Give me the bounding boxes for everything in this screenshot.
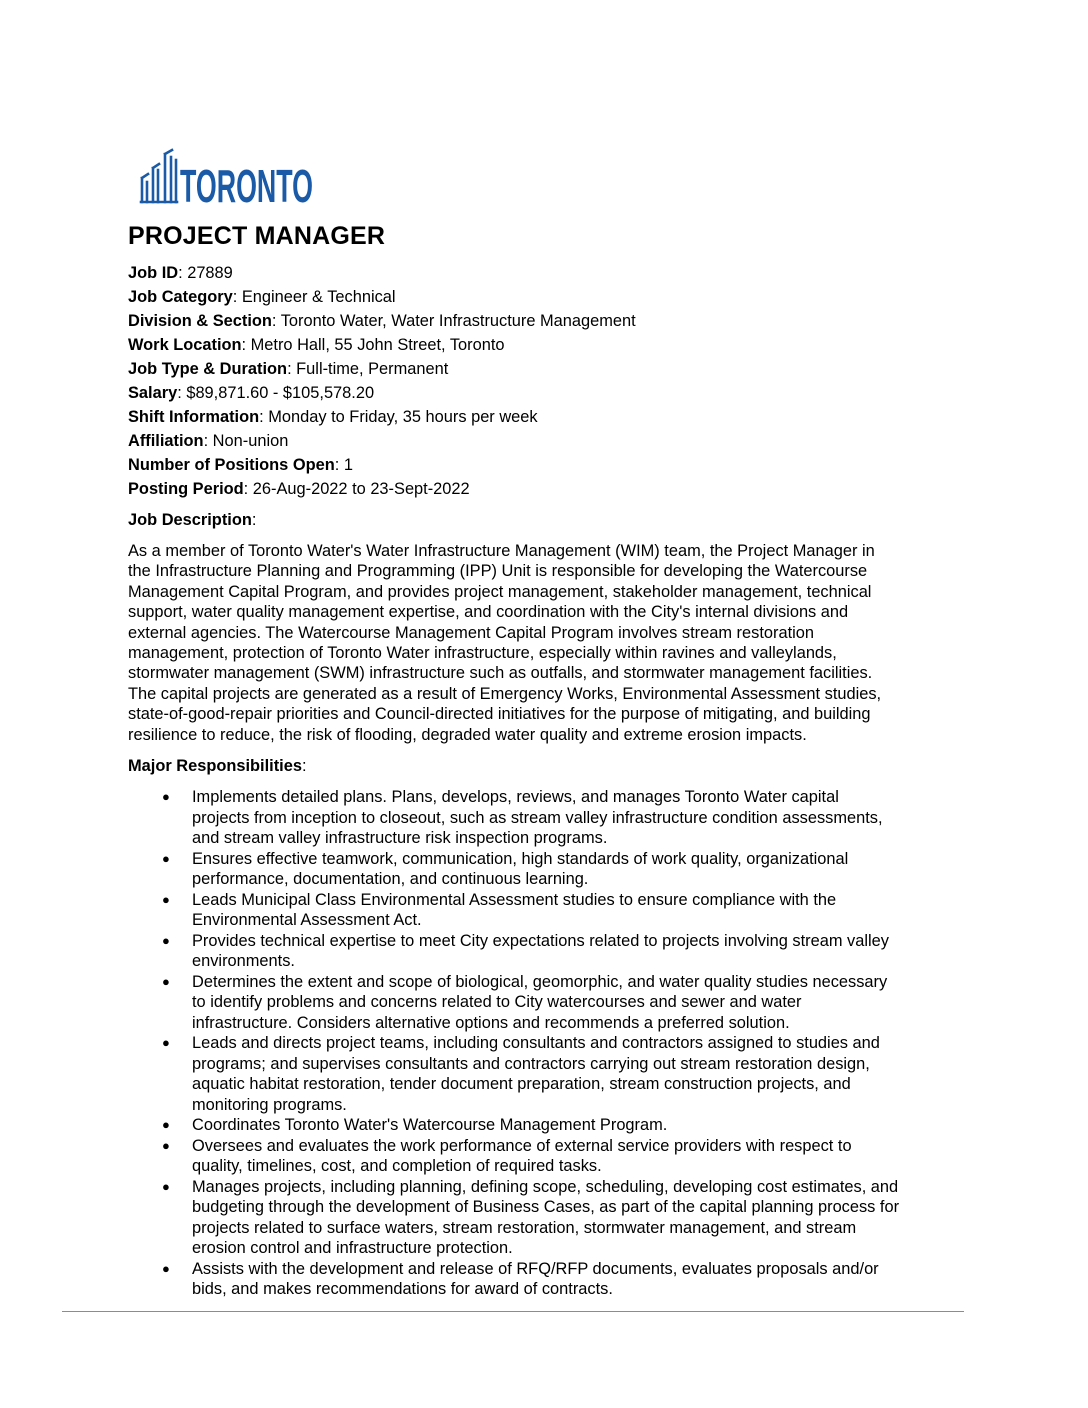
job-field bbox=[128, 333, 636, 357]
list-item bbox=[162, 1259, 962, 1300]
bullet-icon: ● bbox=[162, 850, 170, 866]
field-value: : Monday to Friday, 35 hours per week bbox=[259, 408, 538, 426]
field-label: Shift Information bbox=[128, 408, 260, 426]
job-description-label: Job Description bbox=[128, 511, 252, 529]
bullet-icon: ● bbox=[162, 973, 170, 989]
field-label: Division & Section bbox=[128, 312, 272, 330]
job-field bbox=[128, 405, 636, 429]
list-item bbox=[162, 787, 962, 849]
list-item-line: Implements detailed plans. Plans, develops, reviews, and manages Toronto Water capital bbox=[192, 788, 839, 806]
list-item-line: Assists with the development and release of RFQ/RFP documents, evaluates proposals and/or bbox=[192, 1259, 879, 1278]
list-item bbox=[162, 1177, 962, 1259]
description-line: resilience to reduce, the risk of flooding, degraded water quality and extreme erosion impacts. bbox=[128, 725, 807, 744]
field-label: Number of Positions Open bbox=[128, 456, 335, 474]
responsibilities-heading bbox=[128, 754, 307, 778]
job-field bbox=[128, 309, 636, 333]
field-label: Work Location bbox=[128, 336, 242, 354]
list-item-line: and stream valley infrastructure risk inspection programs. bbox=[192, 829, 608, 847]
list-item-line: monitoring programs. bbox=[192, 1095, 347, 1114]
description-line: The capital projects are generated as a result of Emergency Works, Environmental Assessment studies, bbox=[128, 684, 882, 703]
bullet-icon: ● bbox=[162, 789, 170, 804]
field-value: : 27889 bbox=[178, 264, 233, 282]
description-line: external agencies. The Watercourse Management Capital Program involves stream restoration bbox=[128, 623, 814, 642]
bullet-icon: ● bbox=[162, 1178, 170, 1194]
job-field bbox=[128, 357, 636, 381]
field-label: Affiliation bbox=[128, 432, 204, 450]
list-item-line: environments. bbox=[192, 952, 295, 970]
field-value: : 26-Aug-2022 to 23-Sept-2022 bbox=[243, 480, 470, 498]
bullet-icon: ● bbox=[162, 1260, 170, 1276]
list-item-line: to identify problems and concerns related to City watercourses and sewer and water bbox=[192, 993, 802, 1011]
list-item-line: projects from inception to closeout, such as stream valley infrastructure condition assessments, bbox=[192, 808, 883, 827]
list-item-line: Leads Municipal Class Environmental Assessment studies to ensure compliance with the bbox=[192, 890, 837, 909]
description-line: support, water quality management expertise, and coordination with the City's internal divisions and bbox=[128, 603, 849, 622]
field-value: : Metro Hall, 55 John Street, Toronto bbox=[241, 336, 505, 354]
toronto-logo bbox=[139, 150, 319, 212]
list-item-line: infrastructure. Considers alternative options and recommends a preferred solution. bbox=[192, 1013, 790, 1032]
field-label: Job ID bbox=[128, 264, 179, 282]
bullet-icon: ● bbox=[162, 1137, 170, 1153]
field-value: : Non-union bbox=[203, 432, 289, 450]
description-line: management, protection of Toronto Water infrastructure, especially within ravines and valleylands, bbox=[128, 644, 837, 663]
job-field bbox=[128, 429, 636, 453]
field-label: Job Type & Duration bbox=[128, 360, 288, 378]
list-item-line: Oversees and evaluates the work performance of external service providers with respect to bbox=[192, 1136, 852, 1155]
responsibilities-colon: : bbox=[301, 757, 307, 775]
list-item-line: Coordinates Toronto Water's Watercourse Management Program. bbox=[192, 1116, 668, 1134]
list-item-line: programs; and supervises consultants and contractors carrying out stream restoration design, bbox=[192, 1054, 870, 1073]
job-field bbox=[128, 381, 636, 405]
bullet-icon: ● bbox=[162, 932, 170, 948]
job-field bbox=[128, 261, 636, 285]
list-item-line: performance, documentation, and continuous learning. bbox=[192, 870, 589, 888]
responsibilities-label: Major Responsibilities bbox=[128, 757, 302, 775]
field-label: Salary bbox=[128, 384, 178, 402]
list-item-line: budgeting through the development of Business Cases, as part of the capital planning process for bbox=[192, 1198, 900, 1216]
job-description-heading bbox=[128, 508, 256, 532]
field-label: Posting Period bbox=[128, 480, 244, 498]
list-item-line: quality, timelines, cost, and completion of required tasks. bbox=[192, 1157, 602, 1175]
list-item bbox=[162, 849, 962, 890]
job-field bbox=[128, 477, 636, 501]
list-item-line: Provides technical expertise to meet City expectations related to projects involving stream valley bbox=[192, 931, 889, 950]
bullet-icon: ● bbox=[162, 1117, 170, 1132]
list-item-line: erosion control and infrastructure protection. bbox=[192, 1239, 513, 1257]
field-value: : $89,871.60 - $105,578.20 bbox=[177, 384, 375, 402]
description-line: stormwater management (SWM) infrastructure such as outfalls, and stormwater management facilities. bbox=[128, 664, 873, 683]
list-item bbox=[162, 1115, 962, 1136]
footer-divider bbox=[62, 1311, 964, 1312]
job-description-text bbox=[128, 541, 958, 745]
list-item-line: Determines the extent and scope of biological, geomorphic, and water quality studies necessary bbox=[192, 972, 888, 991]
description-line: the Infrastructure Planning and Programming (IPP) Unit is responsible for developing the Watercourse bbox=[128, 562, 868, 581]
field-value: : Full-time, Permanent bbox=[287, 360, 449, 378]
job-description-colon: : bbox=[251, 511, 257, 529]
city-hall-logo-icon bbox=[139, 150, 319, 212]
field-value: : Toronto Water, Water Infrastructure Management bbox=[271, 312, 636, 330]
job-field bbox=[128, 453, 636, 477]
job-fields bbox=[128, 261, 636, 501]
list-item bbox=[162, 890, 962, 931]
bullet-icon: ● bbox=[162, 891, 170, 907]
description-line: Management Capital Program, and provides project management, stakeholder management, technical bbox=[128, 582, 872, 601]
list-item-line: projects related to surface waters, stream restoration, stormwater management, and stream bbox=[192, 1218, 857, 1237]
description-line: state-of-good-repair priorities and Council-directed initiatives for the purpose of mitigating, and building bbox=[128, 705, 871, 724]
list-item bbox=[162, 931, 962, 972]
job-field bbox=[128, 285, 636, 309]
list-item bbox=[162, 1136, 962, 1177]
field-value: : Engineer & Technical bbox=[232, 288, 396, 306]
list-item-line: Ensures effective teamwork, communication, high standards of work quality, organizational bbox=[192, 849, 849, 868]
list-item-line: Leads and directs project teams, including consultants and contractors assigned to studies and bbox=[192, 1034, 880, 1052]
field-value: : 1 bbox=[334, 456, 353, 474]
list-item-line: Environmental Assessment Act. bbox=[192, 911, 422, 929]
page-title: PROJECT MANAGER bbox=[128, 222, 386, 250]
list-item-line: bids, and makes recommendations for award of contracts. bbox=[192, 1280, 613, 1298]
description-line: As a member of Toronto Water's Water Infrastructure Management (WIM) team, the Project Manager in bbox=[128, 542, 875, 560]
field-label: Job Category bbox=[128, 288, 233, 306]
list-item bbox=[162, 972, 962, 1034]
list-item bbox=[162, 1033, 962, 1115]
responsibilities-list bbox=[162, 787, 962, 1300]
logo-wordmark: TORONTO bbox=[180, 160, 313, 212]
list-item-line: aquatic habitat restoration, tender document preparation, stream construction projects, and bbox=[192, 1075, 851, 1093]
list-item-line: Manages projects, including planning, defining scope, scheduling, developing cost estimates, and bbox=[192, 1177, 899, 1196]
bullet-icon: ● bbox=[162, 1035, 170, 1050]
